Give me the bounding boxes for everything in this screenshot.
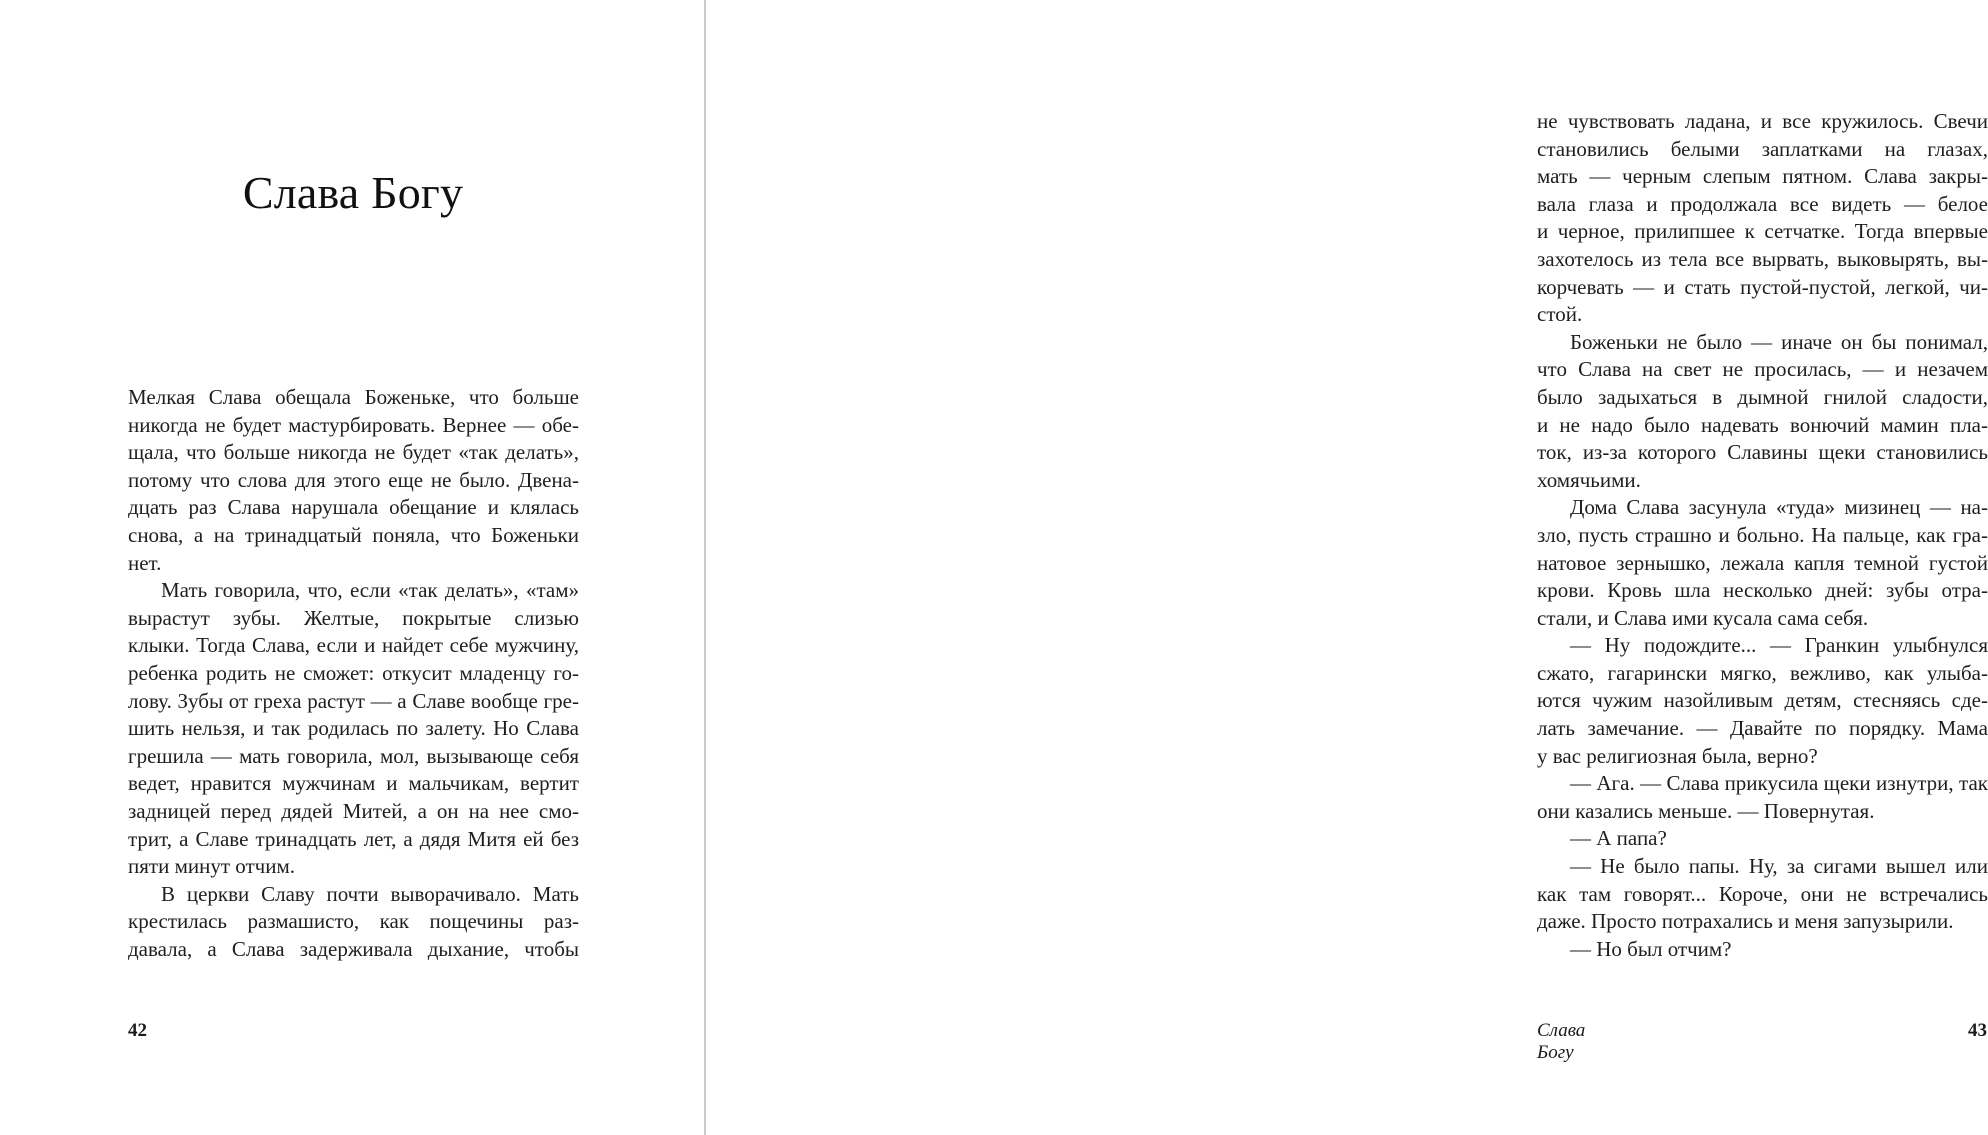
text-line: не чувствовать ладана, и все кружилось. Свечи xyxy=(1537,109,1988,133)
text-line: стой. xyxy=(1537,302,1583,327)
chapter-title: Слава Богу xyxy=(242,167,464,218)
left-page xyxy=(0,0,704,1135)
text-line: сжато, гагарински мягко, вежливо, как улыба- xyxy=(1537,660,1988,685)
text-line: стали, и Слава ими кусала сама себя. xyxy=(1537,605,1869,630)
text-line: ются чужим назойливым детям, стесняясь сде- xyxy=(1537,688,1988,713)
text-line: Мелкая Слава обещала Боженьке, что больше xyxy=(128,385,579,409)
text-line: ток, из-за которого Славины щеки становились xyxy=(1537,440,1988,465)
text-line: Дома Слава засунула «туда» мизинец — на- xyxy=(1570,495,1988,520)
text-line: потому что слова для этого еще не было. Двена- xyxy=(128,467,579,492)
text-line: шить нельзя, и так родилась по залету. Но Слава xyxy=(128,716,579,741)
page-number-right: 43 xyxy=(1968,1020,1987,1041)
left-page-body-text xyxy=(128,384,579,963)
text-line: крови. Кровь шла несколько дней: зубы отра- xyxy=(1537,578,1988,603)
page-number-left: 42 xyxy=(128,1020,147,1041)
text-line: Мать говорила, что, если «так делать», «там» xyxy=(161,578,579,603)
text-line: щала, что больше никогда не будет «так делать», xyxy=(128,440,579,465)
right-page xyxy=(706,0,1988,1135)
text-line: было задыхаться в дымной гнилой сладости, xyxy=(1537,384,1988,409)
text-line: как там говорят... Короче, они не встречались xyxy=(1537,881,1988,906)
text-line: — А папа? xyxy=(1570,826,1667,851)
text-line: зло, пусть страшно и больно. На пальце, как гра- xyxy=(1537,522,1988,547)
text-line: В церкви Славу почти выворачивало. Мать xyxy=(161,881,579,906)
text-line: нет. xyxy=(128,550,162,575)
text-line: и не надо было надевать вонючий мамин пла- xyxy=(1537,412,1988,437)
text-line: что Слава на свет не просилась, — и незачем xyxy=(1537,357,1988,382)
text-line: корчевать — и стать пустой-пустой, легкой, чи- xyxy=(1537,274,1988,299)
text-line: у вас религиозная была, верно? xyxy=(1537,743,1818,768)
text-line: даже. Просто потрахались и меня запузырили. xyxy=(1537,909,1954,934)
text-line: грешила — мать говорила, мол, вызывающе себя xyxy=(128,743,579,768)
right-page-body-text xyxy=(1537,108,1988,963)
text-line: вала глаза и продолжала все видеть — белое xyxy=(1537,191,1988,216)
text-line: — Не было папы. Ну, за сигами вышел или xyxy=(1570,854,1988,879)
text-line: — Ну подождите... — Гранкин улыбнулся xyxy=(1570,633,1988,658)
text-line: захотелось из тела все вырвать, выковырять, вы- xyxy=(1537,246,1988,271)
text-line: никогда не будет мастурбировать. Вернее — обе- xyxy=(128,412,579,437)
text-line: ведет, нравится мужчинам и мальчикам, вертит xyxy=(128,771,579,796)
text-line: — Ага. — Слава прикусила щеки изнутри, так xyxy=(1570,771,1988,796)
text-line: — Но был отчим? xyxy=(1570,936,1732,961)
running-head: Слава Богу xyxy=(1537,1020,1586,1063)
text-line: давала, а Слава задерживала дыхание, чтобы xyxy=(128,936,579,961)
text-line: вырастут зубы. Желтые, покрытые слизью xyxy=(128,605,579,630)
text-line: становились белыми заплатками на глазах, xyxy=(1537,136,1988,161)
text-line: Боженьки не было — иначе он бы понимал, xyxy=(1570,329,1988,354)
text-line: лать замечание. — Давайте по порядку. Мама xyxy=(1537,716,1988,741)
text-line: снова, а на тринадцатый поняла, что Боженьки xyxy=(128,522,579,547)
text-line: хомячьими. xyxy=(1537,467,1641,492)
text-line: они казались меньше. — Повернутая. xyxy=(1537,798,1875,823)
text-line: крестилась размашисто, как пощечины раз- xyxy=(128,909,579,934)
text-line: задницей перед дядей Митей, а он на нее смо- xyxy=(128,798,579,823)
text-line: клыки. Тогда Слава, если и найдет себе мужчину, xyxy=(128,633,579,658)
text-line: трит, а Славе тринадцать лет, а дядя Митя ей без xyxy=(128,826,579,851)
text-line: пяти минут отчим. xyxy=(128,854,295,879)
text-line: натовое зернышко, лежала капля темной густой xyxy=(1537,550,1988,575)
text-line: мать — черным слепым пятном. Слава закры- xyxy=(1537,164,1988,189)
text-line: лову. Зубы от греха растут — а Славе вообще гре- xyxy=(128,688,579,713)
text-line: ребенка родить не сможет: откусит младенцу го- xyxy=(128,660,579,685)
text-line: и черное, прилипшее к сетчатке. Тогда впервые xyxy=(1537,219,1988,244)
text-line: дцать раз Слава нарушала обещание и клялась xyxy=(128,495,579,520)
